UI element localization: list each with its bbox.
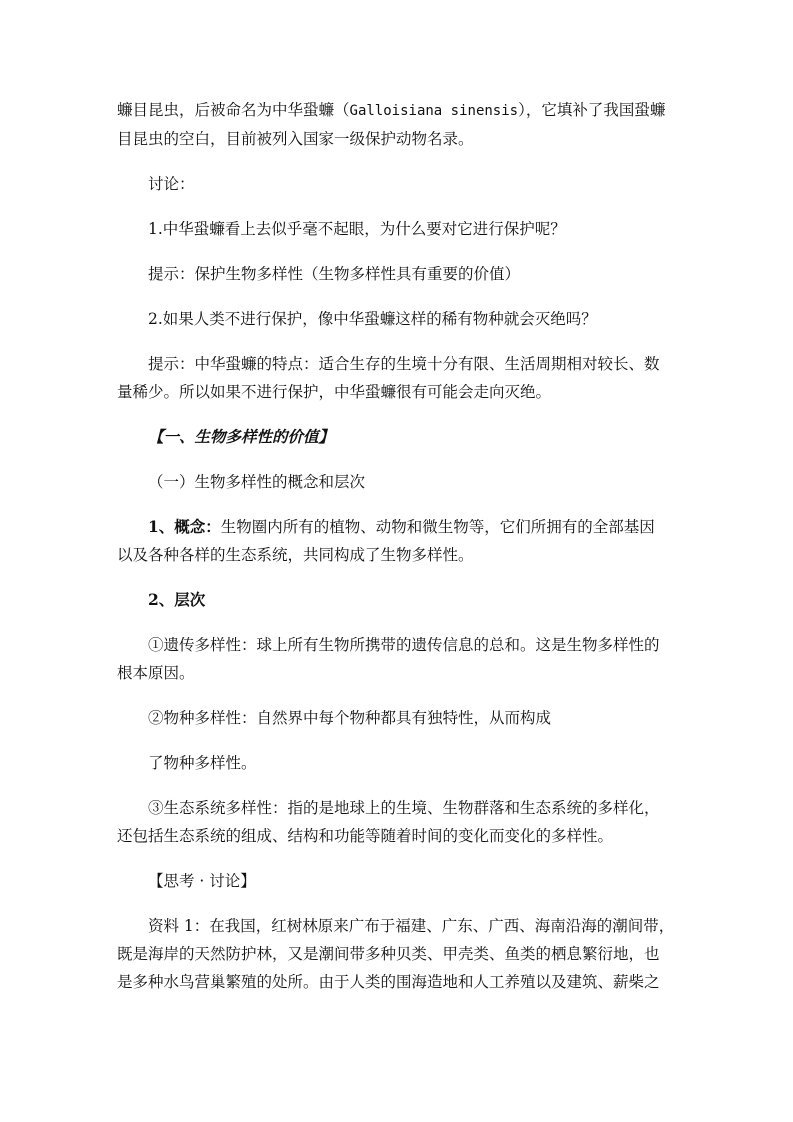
subsection-title: （一）生物多样性的概念和层次: [148, 473, 366, 491]
text-line: 1、概念：生物圈内所有的植物、动物和微生物等，它们所拥有的全部基因: [148, 517, 655, 536]
section-title: 【一、生物多样性的价值】: [148, 427, 335, 446]
latin-name: Galloisiana sinensis: [349, 103, 519, 119]
levels-label: 2、层次: [148, 590, 206, 609]
text-line: ①遗传多样性：球上所有生物所携带的遗传信息的总和。这是生物多样性的: [148, 636, 660, 654]
text-line: 还包括生态系统的组成、结构和功能等随着时间的变化而变化的多样性。: [117, 827, 614, 845]
text-line: 以及各种各样的生态系统，共同构成了生物多样性。: [117, 546, 474, 564]
question-2: 2.如果人类不进行保护，像中华蛩蠊这样的稀有物种就会灭绝吗？: [148, 310, 597, 328]
genetic-diversity: [117, 631, 677, 687]
document-body: [117, 96, 677, 996]
text-line: 目昆虫的空白，目前被列入国家一级保护动物名录。: [117, 130, 474, 148]
text-line: 是多种水鸟营巢繁殖的处所。由于人类的围海造地和人工养殖以及建筑、薪柴之: [117, 973, 660, 991]
concept-paragraph: [117, 513, 677, 569]
ecosystem-diversity: [117, 794, 677, 850]
hint-1: 提示：保护生物多样性（生物多样性具有重要的价值）: [148, 265, 521, 283]
hint-2: [117, 350, 677, 406]
species-diversity-line2: 了物种多样性。: [148, 754, 257, 772]
text-line: ③生态系统多样性：指的是地球上的生境、生物群落和生态系统的多样化，: [148, 799, 660, 817]
discussion-label: 讨论：: [148, 175, 195, 193]
material-1: [117, 912, 677, 996]
text-line: 既是海岸的天然防护林，又是潮间带多种贝类、甲壳类、鱼类的栖息繁衍地，也: [117, 945, 660, 963]
text-line: 蠊目昆虫，后被命名为中华蛩蠊（Galloisiana sinensis），它填补了我国蛩蠊: [117, 101, 666, 119]
text-line: 量稀少。所以如果不进行保护，中华蛩蠊很有可能会走向灭绝。: [117, 383, 552, 401]
text-line: 资料 1：在我国，红树林原来广布于福建、广东、广西、海南沿海的潮间带，: [148, 917, 675, 935]
question-1: 1.中华蛩蠊看上去似乎毫不起眼，为什么要对它进行保护呢？: [148, 220, 566, 238]
paragraph-galloisiana: [117, 96, 677, 153]
text-line: 根本原因。: [117, 664, 195, 682]
think-discuss-title: 【思考 · 讨论】: [148, 872, 256, 890]
species-diversity-line1: ②物种多样性：自然界中每个物种都具有独特性，从而构成: [148, 709, 552, 727]
text-line: 提示：中华蛩蠊的特点：适合生存的生境十分有限、生活周期相对较长、数: [148, 355, 660, 373]
concept-label: 1、概念：: [148, 517, 221, 536]
